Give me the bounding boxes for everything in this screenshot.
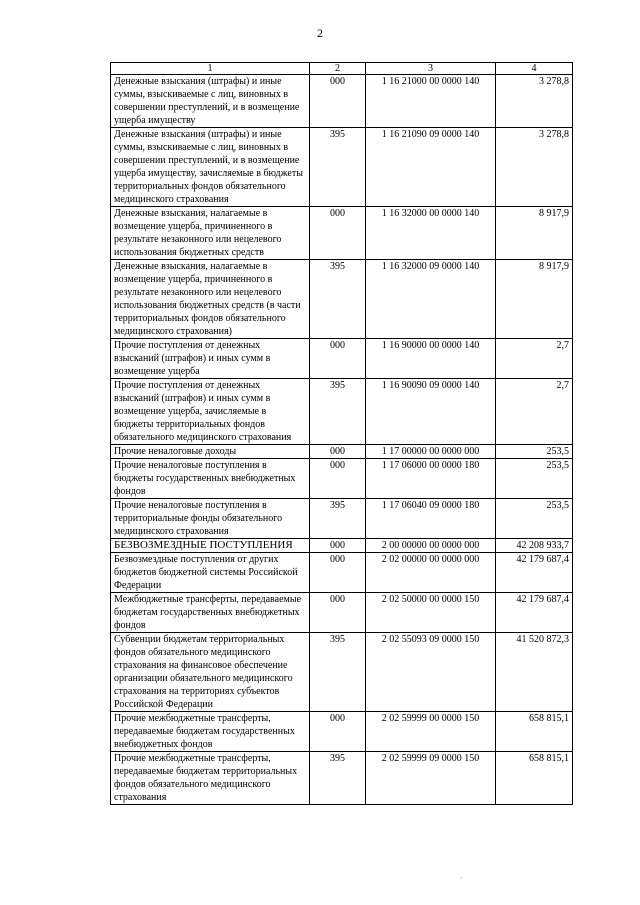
- column-header-1: 1: [111, 63, 310, 75]
- row-admin-code: 000: [310, 339, 366, 379]
- table-row: [111, 459, 573, 499]
- row-budget-code: 2 02 50000 00 0000 150: [366, 593, 496, 633]
- row-admin-code: 000: [310, 539, 366, 553]
- row-description: Прочие неналоговые доходы: [111, 445, 310, 459]
- row-admin-code: 395: [310, 260, 366, 339]
- table-row: [111, 633, 573, 712]
- row-amount: 253,5: [496, 445, 573, 459]
- table-row: [111, 593, 573, 633]
- row-budget-code: 1 16 21090 09 0000 140: [366, 128, 496, 207]
- row-admin-code: 000: [310, 553, 366, 593]
- row-budget-code: 1 16 90090 09 0000 140: [366, 379, 496, 445]
- row-description: Денежные взыскания, налагаемые в возмещение ущерба, причиненного в результате незаконного или нецелевого использования бюджетных средств (в части территориальных фондов обязательного медицинского страхования): [111, 260, 310, 339]
- table-row: [111, 712, 573, 752]
- row-budget-code: 1 16 32000 00 0000 140: [366, 207, 496, 260]
- budget-revenue-table: [110, 62, 573, 805]
- row-admin-code: 395: [310, 752, 366, 805]
- row-description: Межбюджетные трансферты, передаваемые бюджетам государственных внебюджетных фондов: [111, 593, 310, 633]
- row-description: Безвозмездные поступления от других бюджетов бюджетной системы Российской Федерации: [111, 553, 310, 593]
- row-amount: 3 278,8: [496, 128, 573, 207]
- row-amount: 253,5: [496, 499, 573, 539]
- table-row: [111, 339, 573, 379]
- row-budget-code: 2 02 00000 00 0000 000: [366, 553, 496, 593]
- page-number: 2: [317, 26, 323, 40]
- row-admin-code: 395: [310, 128, 366, 207]
- row-admin-code: 000: [310, 459, 366, 499]
- row-amount: 2,7: [496, 379, 573, 445]
- row-amount: 8 917,9: [496, 207, 573, 260]
- row-amount: 3 278,8: [496, 75, 573, 128]
- row-description: Прочие поступления от денежных взысканий (штрафов) и иных сумм в возмещение ущерба: [111, 339, 310, 379]
- row-budget-code: 1 16 32000 09 0000 140: [366, 260, 496, 339]
- row-admin-code: 000: [310, 207, 366, 260]
- table-row: [111, 445, 573, 459]
- row-amount: 42 179 687,4: [496, 593, 573, 633]
- row-description: Прочие межбюджетные трансферты, передаваемые бюджетам территориальных фондов обязательного медицинского страхования: [111, 752, 310, 805]
- row-admin-code: 395: [310, 379, 366, 445]
- row-budget-code: 1 17 06040 09 0000 180: [366, 499, 496, 539]
- row-budget-code: 2 02 59999 09 0000 150: [366, 752, 496, 805]
- row-description: Денежные взыскания (штрафы) и иные суммы, взыскиваемые с лиц, виновных в совершении преступлений, и в возмещение ущерба имуществу, зачисляемые в бюджеты территориальных фондов обязательного медицинского страхования: [111, 128, 310, 207]
- table-row: [111, 499, 573, 539]
- row-description: БЕЗВОЗМЕЗДНЫЕ ПОСТУПЛЕНИЯ: [111, 539, 310, 553]
- table-row: [111, 752, 573, 805]
- row-description: Субвенции бюджетам территориальных фондов обязательного медицинского страхования на финансовое обеспечение организации обязательного медицинского страхования на территориях субъектов Российской Федерации: [111, 633, 310, 712]
- row-description: Прочие межбюджетные трансферты, передаваемые бюджетам государственных внебюджетных фондов: [111, 712, 310, 752]
- row-admin-code: 000: [310, 445, 366, 459]
- row-description: Денежные взыскания, налагаемые в возмещение ущерба, причиненного в результате незаконного или нецелевого использования бюджетных средств: [111, 207, 310, 260]
- table-row: [111, 539, 573, 553]
- row-amount: 2,7: [496, 339, 573, 379]
- row-amount: 253,5: [496, 459, 573, 499]
- table-row: [111, 128, 573, 207]
- table-row: [111, 553, 573, 593]
- row-description: Прочие неналоговые поступления в территориальные фонды обязательного медицинского страхования: [111, 499, 310, 539]
- scan-mark: ·: [460, 874, 463, 883]
- row-description: Прочие неналоговые поступления в бюджеты государственных внебюджетных фондов: [111, 459, 310, 499]
- row-amount: 41 520 872,3: [496, 633, 573, 712]
- row-budget-code: 2 00 00000 00 0000 000: [366, 539, 496, 553]
- row-admin-code: 395: [310, 633, 366, 712]
- row-budget-code: 1 16 90000 00 0000 140: [366, 339, 496, 379]
- table-row: [111, 260, 573, 339]
- row-budget-code: 1 17 06000 00 0000 180: [366, 459, 496, 499]
- row-amount: 8 917,9: [496, 260, 573, 339]
- row-budget-code: 1 17 00000 00 0000 000: [366, 445, 496, 459]
- table-header-row: [111, 63, 573, 75]
- column-header-3: 3: [366, 63, 496, 75]
- row-amount: 42 179 687,4: [496, 553, 573, 593]
- row-amount: 658 815,1: [496, 712, 573, 752]
- column-header-4: 4: [496, 63, 573, 75]
- row-budget-code: 2 02 59999 00 0000 150: [366, 712, 496, 752]
- row-description: Денежные взыскания (штрафы) и иные суммы, взыскиваемые с лиц, виновных в совершении преступлений, и в возмещение ущерба имуществу: [111, 75, 310, 128]
- row-budget-code: 2 02 55093 09 0000 150: [366, 633, 496, 712]
- row-admin-code: 395: [310, 499, 366, 539]
- table-row: [111, 75, 573, 128]
- row-amount: 658 815,1: [496, 752, 573, 805]
- row-admin-code: 000: [310, 712, 366, 752]
- row-amount: 42 208 933,7: [496, 539, 573, 553]
- table-row: [111, 207, 573, 260]
- row-budget-code: 1 16 21000 00 0000 140: [366, 75, 496, 128]
- table-row: [111, 379, 573, 445]
- column-header-2: 2: [310, 63, 366, 75]
- row-description: Прочие поступления от денежных взысканий (штрафов) и иных сумм в возмещение ущерба, зачисляемые в бюджеты территориальных фондов обязательного медицинского страхования: [111, 379, 310, 445]
- row-admin-code: 000: [310, 593, 366, 633]
- row-admin-code: 000: [310, 75, 366, 128]
